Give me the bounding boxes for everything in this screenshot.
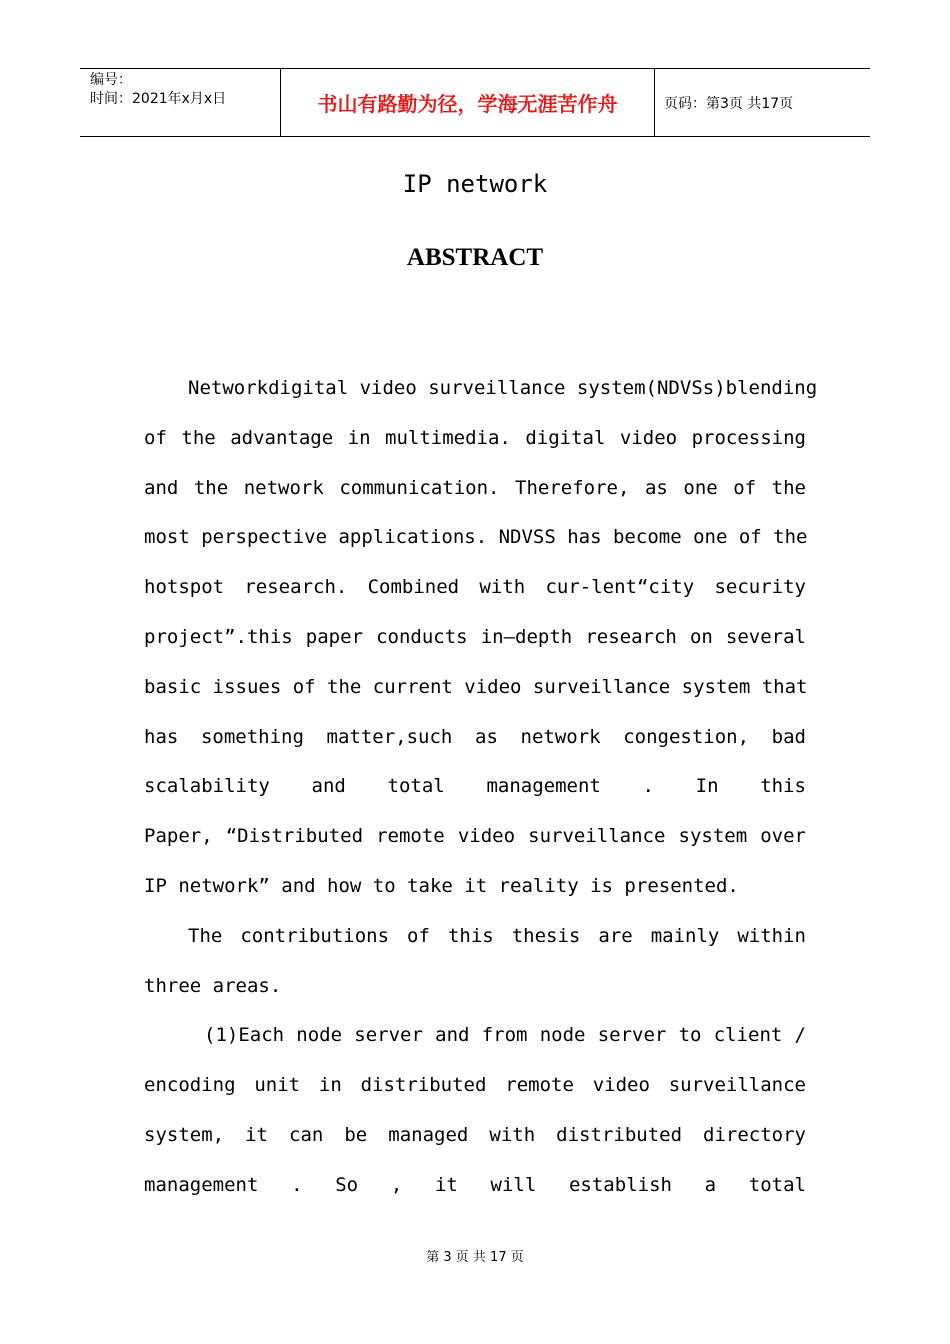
body-line: Paper, “Distributed remote video surveillance system over xyxy=(144,825,806,848)
header-meta xyxy=(80,69,281,136)
document-number-label: 编号： xyxy=(90,72,132,88)
abstract-heading: ABSTRACT xyxy=(406,244,544,271)
body-line: encoding unit in distributed remote video surveillance xyxy=(144,1074,806,1097)
body-line: system, it can be managed with distributed directory xyxy=(144,1123,806,1146)
body-line: IP network” and how to take it reality is presented. xyxy=(144,874,739,897)
body-line: basic issues of the current video surveillance system that xyxy=(144,675,808,698)
body-line: has something matter,such as network congestion, bad xyxy=(144,725,806,748)
body-line: three areas. xyxy=(144,974,282,997)
page-header xyxy=(80,68,870,137)
body-line: of the advantage in multimedia. digital video processing xyxy=(144,426,806,449)
body-line: project”.this paper conducts in—depth research on several xyxy=(144,625,806,648)
document-title: IP network xyxy=(402,170,548,198)
header-page-info: 页码：第3页 共17页 xyxy=(664,95,794,112)
header-motto: 书山有路勤为径，学海无涯苦作舟 xyxy=(281,69,655,136)
abstract-body xyxy=(144,364,818,1211)
body-line: and the network communication. Therefore, as one of the xyxy=(144,476,806,499)
document-time-label: 时间：2021年x月x日 xyxy=(90,91,227,107)
body-line: scalability and total management . In this xyxy=(144,775,806,798)
body-line: The contributions of this thesis are mainly within xyxy=(188,924,806,947)
body-line: (1)Each node server and from node server to client / xyxy=(204,1024,806,1047)
page-footer: 第 3 页 共 17 页 xyxy=(426,1250,524,1265)
body-line: management . So , it will establish a total xyxy=(144,1173,806,1196)
body-line: Networkdigital video surveillance system(NDVSs)blending xyxy=(188,377,818,399)
body-line: most perspective applications. NDVSS has become one of the xyxy=(144,526,808,549)
body-line: hotspot research. Combined with cur-lent“city security xyxy=(144,576,806,599)
